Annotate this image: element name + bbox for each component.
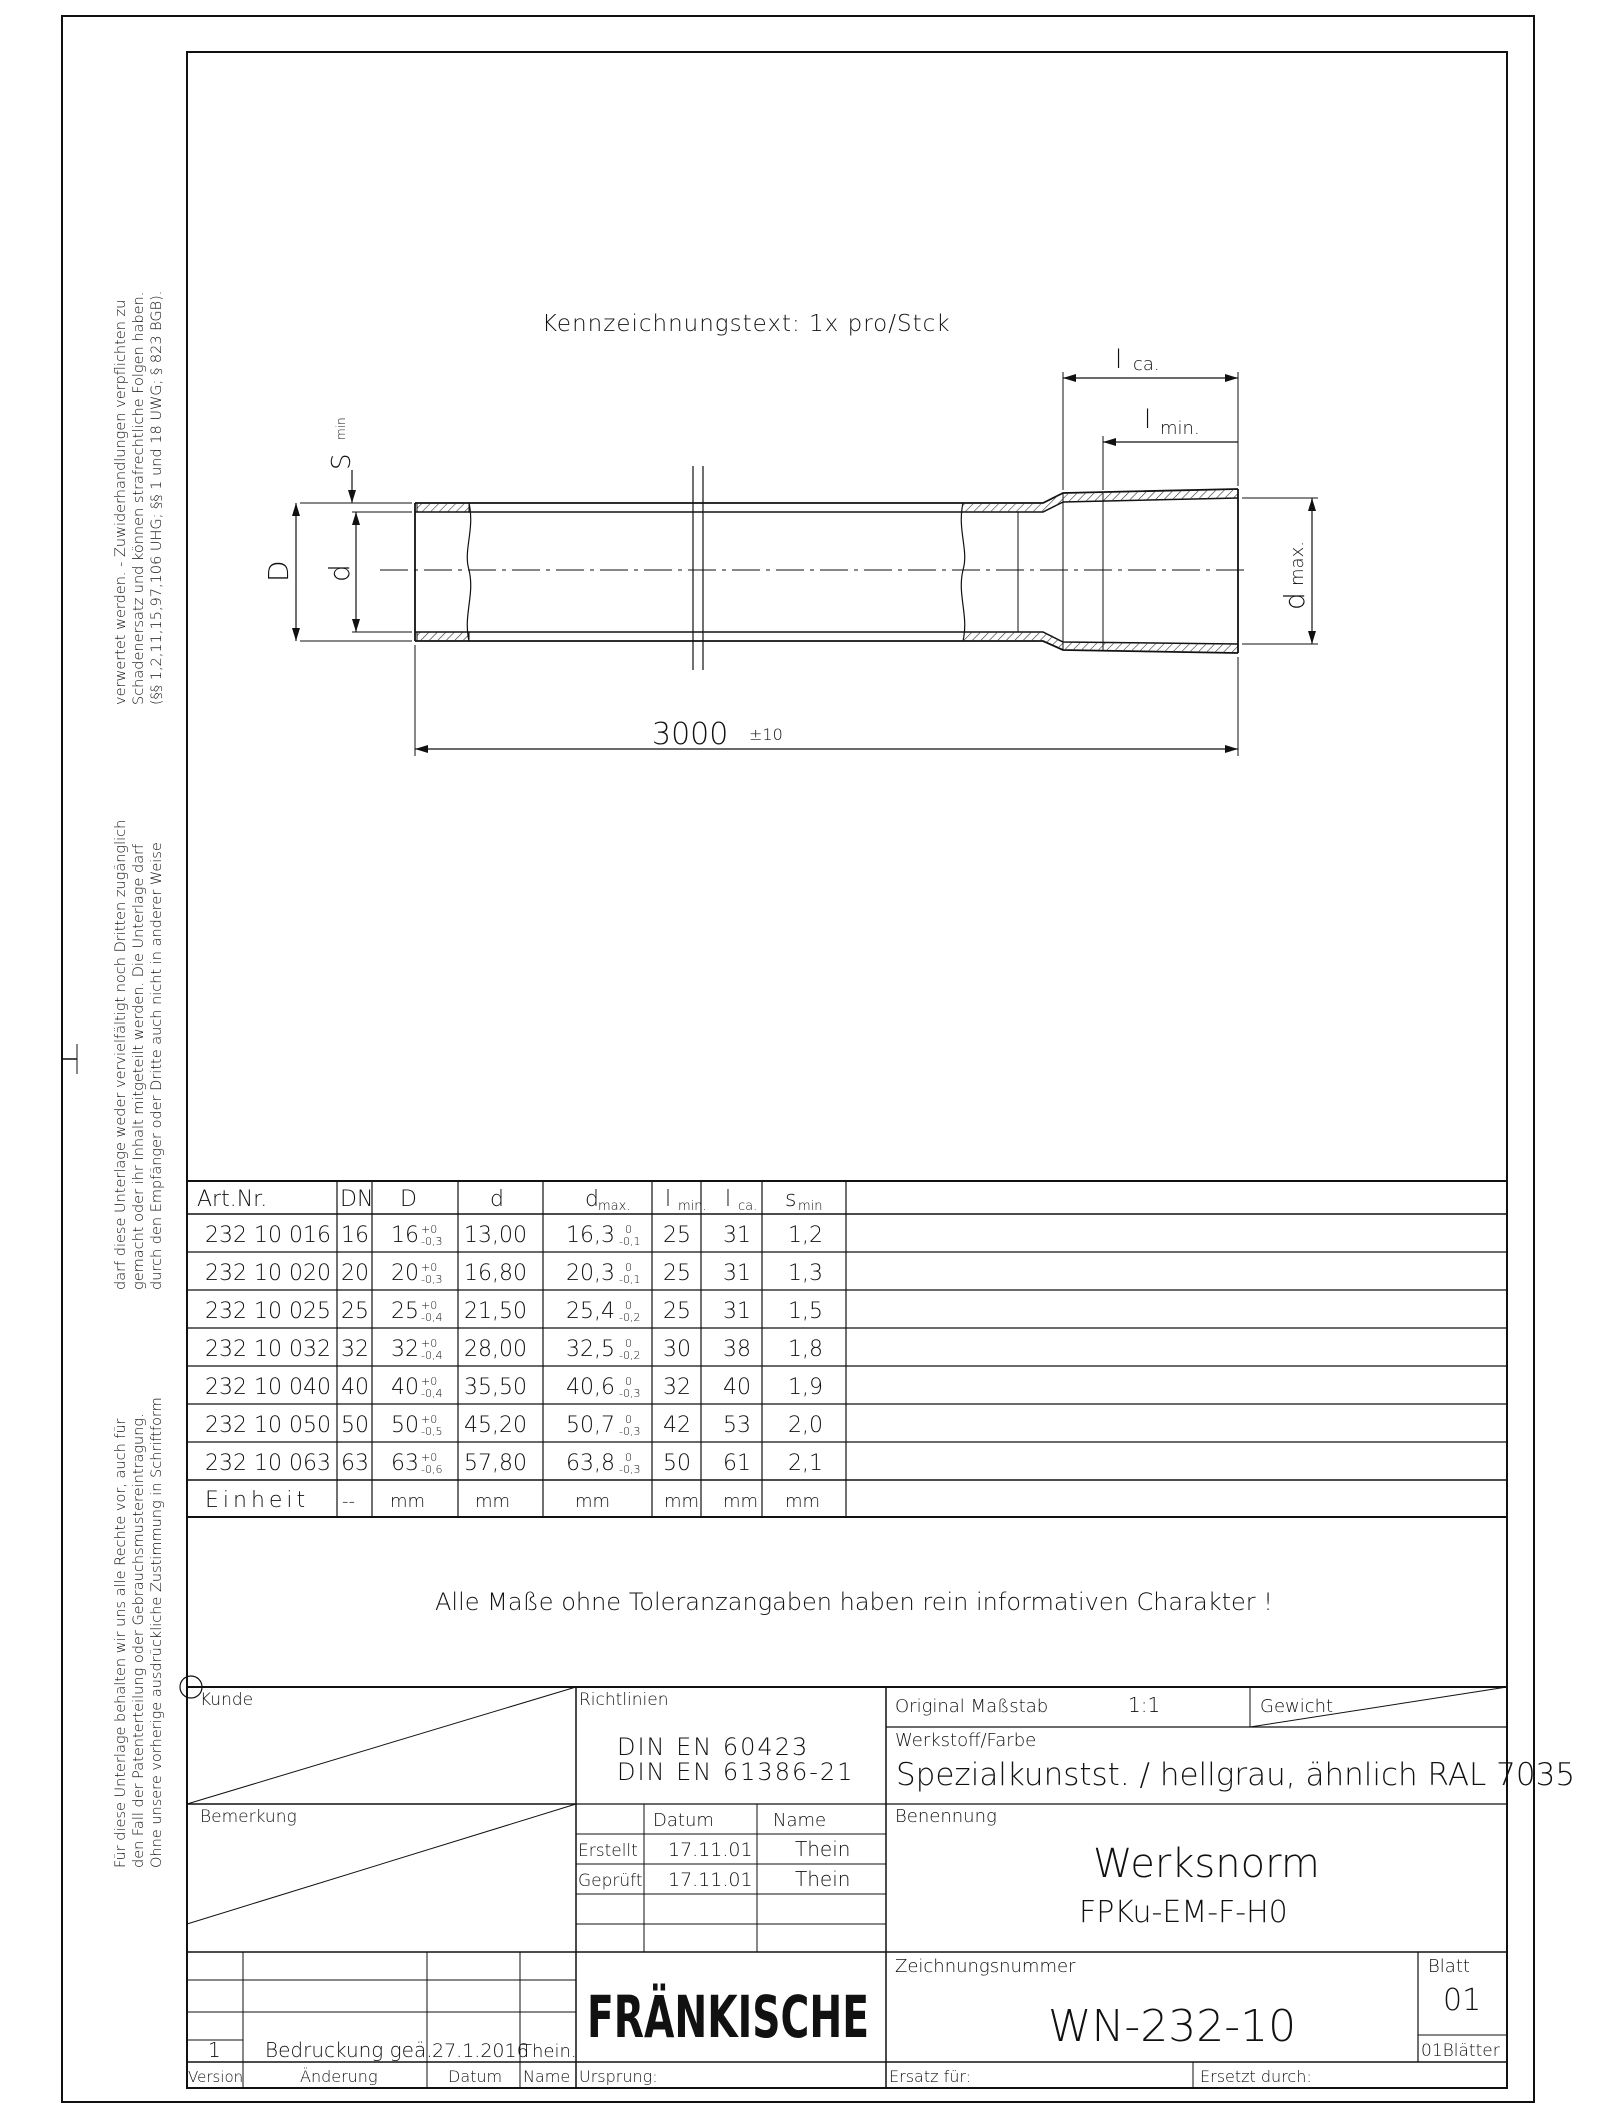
table-cell-art: 232 10 050 bbox=[205, 1413, 331, 1438]
revision-number: 1 bbox=[208, 2038, 221, 2062]
table-cell-smin: 1,2 bbox=[788, 1223, 823, 1248]
table-cell-smin: 2,0 bbox=[788, 1413, 823, 1438]
version-label: Version bbox=[188, 2068, 244, 2086]
table-cell-dmax-up: 0 bbox=[625, 1223, 632, 1236]
label-s-sub: min bbox=[334, 417, 348, 440]
table-header-0: Art.Nr. bbox=[197, 1187, 268, 1212]
richtlinien-label: Richtlinien bbox=[579, 1690, 669, 1710]
table-cell-lca: 31 bbox=[723, 1261, 751, 1286]
table-cell-lca: 40 bbox=[723, 1375, 751, 1400]
richtlinie-1: DIN EN 60423 bbox=[617, 1733, 810, 1761]
tolerance-note: Alle Maße ohne Toleranzangaben haben rein informativen Charakter ! bbox=[435, 1588, 1273, 1616]
company-logo: FRÄNKISCHE bbox=[587, 1983, 1004, 2051]
table-cell-D-tol-lo: -0,3 bbox=[421, 1273, 443, 1286]
table-cell-dn: 50 bbox=[341, 1413, 369, 1438]
table-cell-D: 63 bbox=[391, 1451, 419, 1476]
table-unit-7: mm bbox=[785, 1491, 821, 1512]
table-cell-dmax-up: 0 bbox=[625, 1261, 632, 1274]
label-l-min: l bbox=[1144, 405, 1152, 435]
label-length-tol: ±10 bbox=[749, 725, 783, 744]
label-d-max-sub: max. bbox=[1287, 541, 1308, 586]
side-note-4: darf diese Unterlage weder vervielfältigt noch Dritten zugänglich bbox=[113, 819, 129, 1290]
benennung-1: Werksnorm bbox=[1093, 1841, 1320, 1887]
blatt-label: Blatt bbox=[1428, 1956, 1470, 1977]
scale-value: 1:1 bbox=[1128, 1693, 1161, 1717]
table-unit-5: mm bbox=[664, 1491, 700, 1512]
side-note-5: gemacht oder ihr Inhalt mitgeteilt werden. Die Unterlage darf bbox=[131, 843, 147, 1290]
table-cell-dn: 16 bbox=[341, 1223, 369, 1248]
label-s: S bbox=[327, 453, 357, 470]
geprueft-datum: 17.11.01 bbox=[668, 1869, 753, 1891]
original-label: Original Maßstab bbox=[895, 1696, 1049, 1717]
table-cell-smin: 1,5 bbox=[788, 1299, 823, 1324]
datum-label-bottom: Datum bbox=[448, 2067, 503, 2086]
table-cell-D: 16 bbox=[391, 1223, 419, 1248]
table-cell-D-tol-up: +0 bbox=[421, 1413, 438, 1426]
table-unit-2: mm bbox=[390, 1491, 426, 1512]
table-cell-smin: 1,3 bbox=[788, 1261, 823, 1286]
table-cell-lca: 38 bbox=[723, 1337, 751, 1362]
table-cell-dmax-lo: -0,2 bbox=[619, 1349, 641, 1362]
table-text bbox=[197, 1187, 823, 1513]
label-d-max: d bbox=[1278, 592, 1311, 610]
table-cell-lmin: 25 bbox=[663, 1299, 691, 1324]
table-header-7: s bbox=[785, 1187, 797, 1212]
table-cell-D-tol-up: +0 bbox=[421, 1223, 438, 1236]
zeichnungsnummer-label: Zeichnungsnummer bbox=[895, 1956, 1076, 1977]
erstellt-datum: 17.11.01 bbox=[668, 1839, 753, 1861]
table-cell-d: 21,50 bbox=[464, 1299, 527, 1324]
side-note-7: Für diese Unterlage behalten wir uns alle Rechte vor, auch für bbox=[113, 1418, 129, 1868]
left-break-line bbox=[467, 503, 470, 641]
label-l-ca: l bbox=[1115, 345, 1123, 375]
table-unit-0: Einheit bbox=[205, 1488, 310, 1513]
table-cell-dn: 40 bbox=[341, 1375, 369, 1400]
kunde-label: Kunde bbox=[200, 1690, 254, 1710]
bemerkung-label: Bemerkung bbox=[200, 1807, 297, 1827]
table-cell-dmax-lo: -0,3 bbox=[619, 1463, 641, 1476]
zeichnungsnummer-value: WN-232-10 bbox=[1048, 2001, 1297, 2052]
geprueft-label: Geprüft bbox=[578, 1871, 643, 1891]
name-label-bottom: Name bbox=[523, 2067, 571, 2086]
revision-date: 27.1.2016 bbox=[432, 2040, 529, 2062]
table-cell-lmin: 25 bbox=[663, 1261, 691, 1286]
table-cell-dmax: 40,6 bbox=[566, 1375, 615, 1400]
table-cell-dmax: 25,4 bbox=[566, 1299, 615, 1324]
table-header-5: l bbox=[665, 1187, 672, 1212]
table-cell-smin: 1,8 bbox=[788, 1337, 823, 1362]
revision-name: Thein. bbox=[521, 2041, 577, 2062]
table-unit-3: mm bbox=[475, 1491, 511, 1512]
table-cell-dmax-up: 0 bbox=[625, 1451, 632, 1464]
table-cell-D-tol-up: +0 bbox=[421, 1337, 438, 1350]
table-header-sub-5: min. bbox=[678, 1199, 707, 1214]
benennung-label: Benennung bbox=[895, 1806, 997, 1827]
aenderung-label: Änderung bbox=[300, 2067, 378, 2086]
table-cell-dmax-lo: -0,3 bbox=[619, 1425, 641, 1438]
ersetzt-durch-label: Ersetzt durch: bbox=[1200, 2067, 1312, 2086]
table-unit-4: mm bbox=[575, 1491, 611, 1512]
erstellt-label: Erstellt bbox=[578, 1841, 638, 1861]
table-header-2: D bbox=[400, 1187, 417, 1212]
table-cell-D: 20 bbox=[391, 1261, 419, 1286]
table-header-sub-7: min bbox=[798, 1199, 823, 1214]
table-cell-lmin: 25 bbox=[663, 1223, 691, 1248]
table-cell-D-tol-lo: -0,4 bbox=[421, 1311, 443, 1324]
table-cell-lca: 61 bbox=[723, 1451, 751, 1476]
ersatz-fuer-label: Ersatz für: bbox=[889, 2067, 972, 2086]
table-cell-art: 232 10 063 bbox=[205, 1451, 331, 1476]
table-cell-dmax: 16,3 bbox=[566, 1223, 615, 1248]
table-cell-D-tol-lo: -0,4 bbox=[421, 1387, 443, 1400]
table-cell-lca: 31 bbox=[723, 1299, 751, 1324]
table-cell-art: 232 10 025 bbox=[205, 1299, 331, 1324]
table-cell-art: 232 10 020 bbox=[205, 1261, 331, 1286]
table-cell-d: 13,00 bbox=[464, 1223, 527, 1248]
label-d: d bbox=[323, 564, 356, 582]
table-cell-dn: 20 bbox=[341, 1261, 369, 1286]
table-cell-dmax-up: 0 bbox=[625, 1299, 632, 1312]
table-cell-D-tol-up: +0 bbox=[421, 1451, 438, 1464]
table-cell-dmax-lo: -0,1 bbox=[619, 1235, 641, 1248]
table-cell-dn: 25 bbox=[341, 1299, 369, 1324]
label-D: D bbox=[262, 560, 295, 582]
table-cell-art: 232 10 016 bbox=[205, 1223, 331, 1248]
side-note-8: den Fall der Patenterteilung oder Gebrauchsmustereintragung. bbox=[131, 1413, 147, 1868]
table-cell-lmin: 50 bbox=[663, 1451, 691, 1476]
table-cell-d: 16,80 bbox=[464, 1261, 527, 1286]
side-note-1: verwertet werden. - Zuwiderhandlungen verpflichten zu bbox=[113, 299, 129, 705]
table-cell-smin: 2,1 bbox=[788, 1451, 823, 1476]
table-cell-dn: 63 bbox=[341, 1451, 369, 1476]
table-header-1: DN bbox=[340, 1187, 374, 1212]
table-cell-dmax-lo: -0,3 bbox=[619, 1387, 641, 1400]
table-cell-lmin: 30 bbox=[663, 1337, 691, 1362]
table-cell-D: 40 bbox=[391, 1375, 419, 1400]
table-header-6: l bbox=[725, 1187, 732, 1212]
table-unit-6: mm bbox=[723, 1491, 759, 1512]
table-header-sub-4: max. bbox=[598, 1199, 631, 1214]
table-cell-dmax-up: 0 bbox=[625, 1413, 632, 1426]
geprueft-name: Thein bbox=[795, 1867, 851, 1891]
table-cell-D: 32 bbox=[391, 1337, 419, 1362]
table-cell-d: 28,00 bbox=[464, 1337, 527, 1362]
label-l-min-sub: min. bbox=[1160, 418, 1200, 439]
table-header-sub-6: ca. bbox=[738, 1199, 758, 1214]
side-note-9: Ohne unsere vorherige ausdrückliche Zustimmung in Schriftform bbox=[149, 1397, 165, 1868]
name-header: Name bbox=[773, 1810, 827, 1831]
table-cell-D-tol-up: +0 bbox=[421, 1299, 438, 1312]
table-cell-smin: 1,9 bbox=[788, 1375, 823, 1400]
side-note-2: Schadenersatz und können strafrechtliche Folgen haben. bbox=[131, 291, 147, 705]
table-cell-art: 232 10 040 bbox=[205, 1375, 331, 1400]
table-cell-lca: 53 bbox=[723, 1413, 751, 1438]
table-cell-d: 57,80 bbox=[464, 1451, 527, 1476]
table-cell-D-tol-lo: -0,6 bbox=[421, 1463, 443, 1476]
table-cell-D-tol-up: +0 bbox=[421, 1261, 438, 1274]
table-cell-dmax: 50,7 bbox=[566, 1413, 615, 1438]
side-note-3: (§§ 1,2,11,15,97,106 UHG; §§ 1 und 18 UWG; § 823 BGB). bbox=[149, 290, 165, 705]
table-cell-dmax-lo: -0,2 bbox=[619, 1311, 641, 1324]
table-unit-1: -- bbox=[342, 1491, 355, 1512]
table-cell-dn: 32 bbox=[341, 1337, 369, 1362]
title-block-text bbox=[188, 1690, 1575, 2086]
table-cell-art: 232 10 032 bbox=[205, 1337, 331, 1362]
blatt-value: 01 bbox=[1443, 1983, 1482, 2018]
table-cell-lca: 31 bbox=[723, 1223, 751, 1248]
table-cell-d: 35,50 bbox=[464, 1375, 527, 1400]
benennung-2: FPKu-EM-F-H0 bbox=[1079, 1895, 1288, 1930]
werkstoff-value: Spezialkunstst. / hellgrau, ähnlich RAL 7035 bbox=[896, 1757, 1576, 1793]
table-header-4: d bbox=[585, 1187, 599, 1212]
table-cell-dmax: 32,5 bbox=[566, 1337, 615, 1362]
table-cell-D-tol-lo: -0,3 bbox=[421, 1235, 443, 1248]
erstellt-name: Thein bbox=[795, 1837, 851, 1861]
gewicht-label: Gewicht bbox=[1260, 1696, 1334, 1717]
ursprung-label: Ursprung: bbox=[579, 2067, 658, 2086]
table-cell-lmin: 32 bbox=[663, 1375, 691, 1400]
table-cell-D-tol-up: +0 bbox=[421, 1375, 438, 1388]
marking-text: Kennzeichnungstext: 1x pro/Stck bbox=[542, 311, 951, 337]
datum-header: Datum bbox=[653, 1810, 714, 1831]
side-legal-notes bbox=[113, 291, 165, 1868]
right-break-line bbox=[961, 503, 964, 641]
richtlinie-2: DIN EN 61386-21 bbox=[617, 1758, 855, 1786]
table-cell-dmax-up: 0 bbox=[625, 1375, 632, 1388]
side-note-6: durch den Empfänger oder Dritte auch nicht in anderer Weise bbox=[149, 842, 165, 1290]
table-cell-lmin: 42 bbox=[663, 1413, 691, 1438]
table-cell-D-tol-lo: -0,4 bbox=[421, 1349, 443, 1362]
dimension-table bbox=[187, 1181, 1507, 1517]
blaetter-value: 01Blätter bbox=[1421, 2041, 1500, 2061]
table-cell-d: 45,20 bbox=[464, 1413, 527, 1438]
table-cell-dmax-up: 0 bbox=[625, 1337, 632, 1350]
label-l-ca-sub: ca. bbox=[1133, 354, 1160, 375]
table-cell-dmax-lo: -0,1 bbox=[619, 1273, 641, 1286]
label-length: 3000 bbox=[652, 717, 729, 752]
table-cell-D: 25 bbox=[391, 1299, 419, 1324]
table-cell-dmax: 20,3 bbox=[566, 1261, 615, 1286]
table-header-3: d bbox=[490, 1187, 504, 1212]
pipe-drawing bbox=[262, 311, 1318, 756]
revision-change: Bedruckung geä. bbox=[265, 2038, 433, 2062]
table-cell-D: 50 bbox=[391, 1413, 419, 1438]
table-cell-dmax: 63,8 bbox=[566, 1451, 615, 1476]
table-cell-D-tol-lo: -0,5 bbox=[421, 1425, 443, 1438]
werkstoff-label: Werkstoff/Farbe bbox=[895, 1730, 1037, 1751]
